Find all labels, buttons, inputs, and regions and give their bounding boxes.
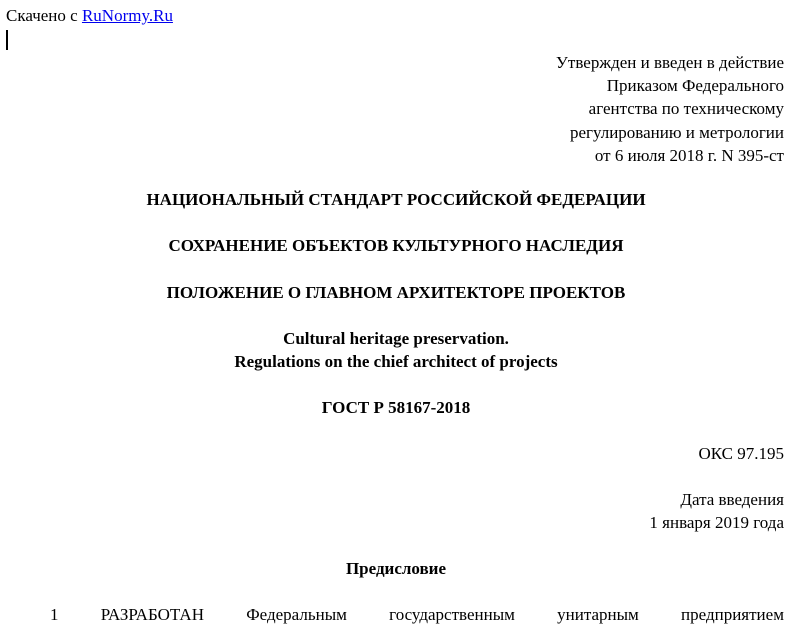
approval-block <box>556 51 784 167</box>
approval-line: Утвержден и введен в действие <box>555 53 784 72</box>
english-title-line: Regulations on the chief architect of projects <box>234 352 558 371</box>
intro-date-label: Дата введения <box>680 490 784 509</box>
source-note-prefix: Скачено с <box>6 6 82 25</box>
approval-line: Приказом Федерального <box>606 76 784 96</box>
main-title: СОХРАНЕНИЕ ОБЪЕКТОВ КУЛЬТУРНОГО НАСЛЕДИЯ <box>168 236 624 255</box>
preface-item-1 <box>50 603 784 626</box>
intro-date-block <box>649 488 784 534</box>
item-word: предприятием <box>681 605 784 624</box>
item-word: унитарным <box>557 605 639 624</box>
item-word: РАЗРАБОТАН <box>100 605 204 624</box>
sub-title: ПОЛОЖЕНИЕ О ГЛАВНОМ АРХИТЕКТОРЕ ПРОЕКТОВ <box>166 283 626 302</box>
english-title-line: Cultural heritage preservation. <box>283 329 509 348</box>
item-word: государственным <box>389 605 515 624</box>
approval-line: регулированию и метрологии <box>569 122 784 142</box>
item-word: Федеральным <box>246 605 347 624</box>
standard-designation: ГОСТ Р 58167-2018 <box>321 398 471 417</box>
approval-line: от 6 июля 2018 г. N 395-ст <box>594 145 784 165</box>
source-link[interactable]: RuNormy.Ru <box>81 6 173 25</box>
standard-type-title: НАЦИОНАЛЬНЫЙ СТАНДАРТ РОССИЙСКОЙ ФЕДЕРАЦИИ <box>146 190 646 209</box>
intro-date-value: 1 января 2019 года <box>649 513 784 532</box>
source-note <box>6 6 173 26</box>
item-word: 1 <box>50 605 59 624</box>
preface-heading: Предисловие <box>345 559 447 578</box>
text-cursor <box>6 30 8 50</box>
approval-line: агентства по техническому <box>588 99 784 119</box>
english-title <box>0 327 792 373</box>
oks-code: ОКС 97.195 <box>698 444 784 463</box>
